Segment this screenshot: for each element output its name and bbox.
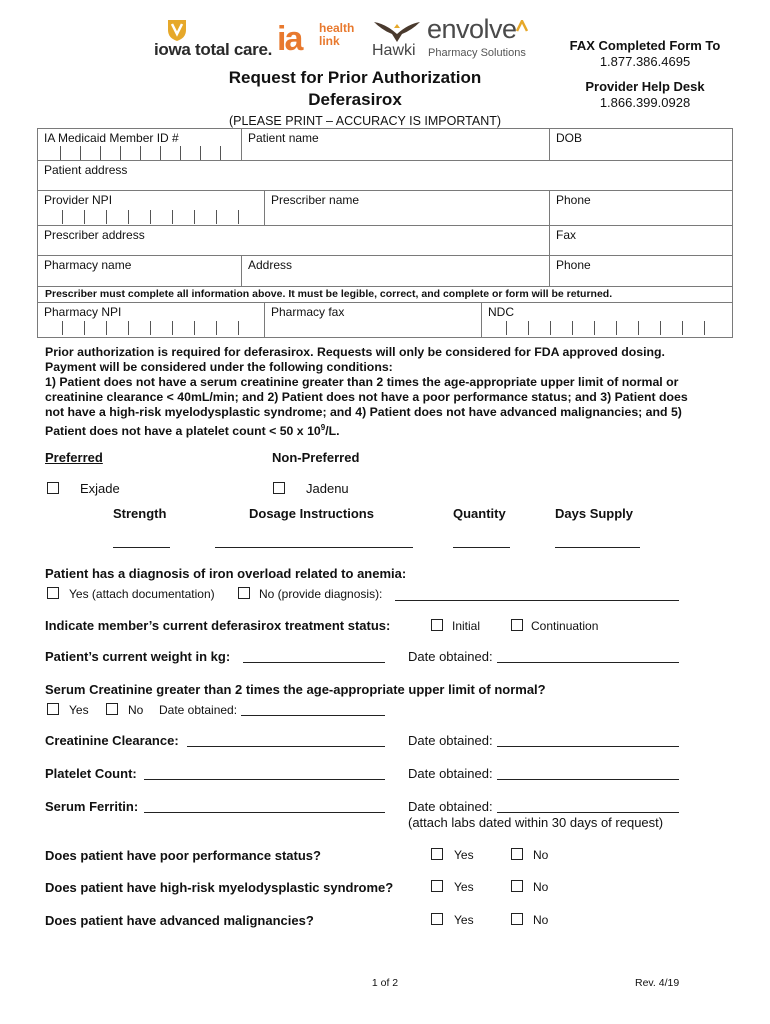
- platelet-input[interactable]: [144, 779, 385, 780]
- iowa-total-care-emblem-icon: [165, 18, 189, 42]
- malig-yes-checkbox[interactable]: [431, 913, 443, 925]
- dosage-input[interactable]: [215, 547, 413, 548]
- envolve-logo-subtitle: Pharmacy Solutions: [428, 47, 526, 59]
- scr-date-input[interactable]: [241, 715, 385, 716]
- prescriber-fax-label: Fax: [556, 228, 577, 242]
- weight-date-input[interactable]: [497, 662, 679, 663]
- fax-label: FAX Completed Form To: [569, 38, 721, 53]
- criteria-line: not have a high-risk myelodysplastic syndrome; and 4) Patient does not have advanced malignancies; and 5): [45, 405, 682, 419]
- diagnosis-input[interactable]: [395, 600, 679, 601]
- malig-no-label: No: [533, 913, 549, 927]
- platelet-label: Platelet Count:: [45, 766, 137, 781]
- ferritin-date-label: Date obtained:: [408, 799, 493, 814]
- perf-yes-label: Yes: [454, 848, 474, 862]
- pharmacy-phone-label: Phone: [556, 258, 591, 272]
- ia-health-link-logo-words: health link: [319, 21, 355, 48]
- ferritin-date-input[interactable]: [497, 812, 679, 813]
- hawki-logo: Hawki: [372, 42, 416, 59]
- ferritin-input[interactable]: [144, 812, 385, 813]
- preferred-heading: Preferred: [45, 450, 103, 465]
- perf-yes-checkbox[interactable]: [431, 848, 443, 860]
- weight-input[interactable]: [243, 662, 385, 663]
- pharmacy-name-label: Pharmacy name: [44, 258, 132, 272]
- quantity-input[interactable]: [453, 547, 510, 548]
- perf-no-checkbox[interactable]: [511, 848, 523, 860]
- perf-no-label: No: [533, 848, 549, 862]
- mds-no-checkbox[interactable]: [511, 880, 523, 892]
- quantity-header: Quantity: [453, 506, 506, 521]
- patient-name-label: Patient name: [248, 131, 319, 145]
- form-drug-title: Deferasirox: [308, 90, 402, 109]
- provider-npi-label: Provider NPI: [44, 193, 113, 207]
- diagnosis-yes-label: Yes (attach documentation): [69, 587, 215, 601]
- crcl-date-label: Date obtained:: [408, 733, 493, 748]
- ia-health-link-logo-ia: ia: [277, 20, 302, 58]
- scr-yes-label: Yes: [69, 703, 89, 717]
- dob-label: DOB: [556, 131, 583, 145]
- malignancy-question: Does patient have advanced malignancies?: [45, 913, 314, 928]
- criteria-paragraph: [45, 345, 688, 439]
- criteria-line: 1) Patient does not have a serum creatinine greater than 2 times the age-appropriate upper limit of normal or: [45, 375, 679, 389]
- attach-labs-note: (attach labs dated within 30 days of request): [408, 815, 664, 830]
- mds-question: Does patient have high-risk myelodysplastic syndrome?: [45, 880, 394, 895]
- exjade-checkbox[interactable]: [47, 482, 59, 494]
- member-id-label: IA Medicaid Member ID #: [44, 131, 179, 145]
- diagnosis-yes-checkbox[interactable]: [47, 587, 59, 599]
- completion-notice: Prescriber must complete all information above. It must be legible, correct, and complete or form will be returned.: [45, 288, 613, 300]
- mds-no-label: No: [533, 880, 549, 894]
- page-number: 1 of 2: [371, 977, 399, 989]
- strength-header: Strength: [113, 506, 167, 521]
- scr-yes-checkbox[interactable]: [47, 703, 59, 715]
- prescriber-fax-field[interactable]: [549, 225, 733, 256]
- crcl-date-input[interactable]: [497, 746, 679, 747]
- help-desk-number: 1.866.399.0928: [599, 95, 691, 110]
- treatment-status-question: Indicate member’s current deferasirox treatment status:: [45, 618, 391, 633]
- crcl-label: Creatinine Clearance:: [45, 733, 179, 748]
- jadenu-label: Jadenu: [306, 481, 349, 496]
- performance-question: Does patient have poor performance status?: [45, 848, 321, 863]
- envolve-logo: envolve: [427, 14, 517, 44]
- status-initial-label: Initial: [452, 619, 481, 633]
- scr-no-label: No: [128, 703, 144, 717]
- diagnosis-no-label: No (provide diagnosis):: [259, 587, 383, 601]
- status-continuation-checkbox[interactable]: [511, 619, 523, 631]
- malig-no-checkbox[interactable]: [511, 913, 523, 925]
- serum-creatinine-question: Serum Creatinine greater than 2 times the age-appropriate upper limit of normal?: [45, 682, 546, 697]
- pharmacy-npi-boxes: [40, 321, 262, 335]
- diagnosis-no-checkbox[interactable]: [238, 587, 250, 599]
- exjade-label: Exjade: [80, 481, 120, 496]
- form-title: Request for Prior Authorization: [228, 68, 482, 87]
- ndc-boxes: [484, 321, 730, 335]
- prescriber-phone-label: Phone: [556, 193, 591, 207]
- member-id-boxes: [40, 146, 240, 160]
- criteria-line: creatinine clearance < 40mL/min; and 2) Patient does not have a poor performance status; and 3) Patient does: [45, 390, 688, 404]
- weight-label: Patient’s current weight in kg:: [45, 649, 231, 664]
- envolve-swoosh-icon: [516, 20, 528, 32]
- ndc-label: NDC: [488, 305, 514, 319]
- prescriber-name-label: Prescriber name: [271, 193, 360, 207]
- prescriber-address-label: Prescriber address: [44, 228, 145, 242]
- malig-yes-label: Yes: [454, 913, 474, 927]
- provider-npi-boxes: [40, 210, 262, 224]
- scr-no-checkbox[interactable]: [106, 703, 118, 715]
- ferritin-label: Serum Ferritin:: [45, 799, 139, 814]
- platelet-date-label: Date obtained:: [408, 766, 493, 781]
- form-subtitle: (PLEASE PRINT – ACCURACY IS IMPORTANT): [228, 114, 502, 128]
- status-continuation-label: Continuation: [531, 619, 599, 633]
- strength-input[interactable]: [113, 547, 170, 548]
- dosage-header: Dosage Instructions: [249, 506, 374, 521]
- mds-yes-checkbox[interactable]: [431, 880, 443, 892]
- patient-address-field[interactable]: [37, 160, 733, 191]
- days-supply-header: Days Supply: [555, 506, 634, 521]
- help-desk-label: Provider Help Desk: [585, 79, 705, 94]
- pharmacy-address-label: Address: [248, 258, 293, 272]
- mds-yes-label: Yes: [454, 880, 474, 894]
- platelet-date-input[interactable]: [497, 779, 679, 780]
- status-initial-checkbox[interactable]: [431, 619, 443, 631]
- non-preferred-heading: Non-Preferred: [272, 450, 360, 465]
- pharmacy-fax-label: Pharmacy fax: [271, 305, 345, 319]
- criteria-line: Patient does not have a platelet count < 50 x $10^9/L$.: [45, 423, 340, 439]
- patient-address-label: Patient address: [44, 163, 128, 177]
- fax-number: 1.877.386.4695: [599, 54, 691, 69]
- weight-date-label: Date obtained:: [408, 649, 493, 664]
- jadenu-checkbox[interactable]: [273, 482, 285, 494]
- criteria-line: Prior authorization is required for deferasirox. Requests will only be considered for FDA approved dosing.: [45, 345, 665, 359]
- revision-date: Rev. 4/19: [635, 977, 680, 989]
- criteria-line: Payment will be considered under the following conditions:: [45, 360, 393, 374]
- days-supply-input[interactable]: [555, 547, 640, 548]
- hawki-bird-icon: [372, 18, 422, 44]
- pharmacy-npi-label: Pharmacy NPI: [44, 305, 122, 319]
- iowa-total-care-logo: iowa total care.: [154, 40, 273, 59]
- crcl-input[interactable]: [187, 746, 385, 747]
- diagnosis-question: Patient has a diagnosis of iron overload related to anemia:: [45, 566, 407, 581]
- scr-date-label: Date obtained:: [159, 703, 238, 717]
